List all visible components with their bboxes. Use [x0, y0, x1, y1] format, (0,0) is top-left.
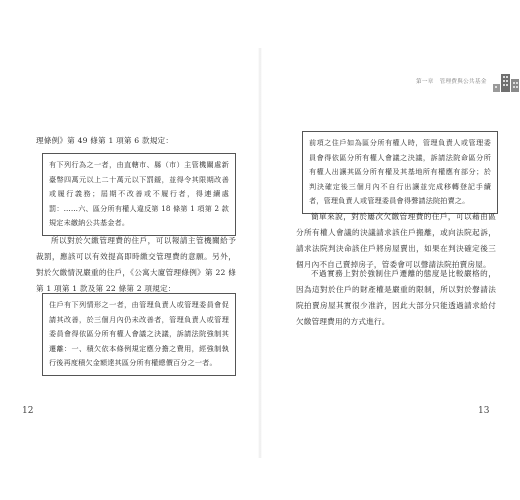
law-quote-box-1 [42, 153, 236, 236]
law-quote-box-3 [302, 131, 498, 214]
chapter-title: 第一章 管理費與公共基金 [416, 79, 487, 85]
page-number-right: 13 [478, 406, 490, 416]
left-intro-text: 理條例》第 49 條第 1 項第 6 款規定： [36, 136, 174, 145]
law-quote-1-text: 有下列行為之一者，由直轄市、縣（市）主管機關處新臺幣四萬元以上二十萬元以下罰鍰，並得令其限期改善或履行義務；屆期不改善或不履行者，得連續處罰：……六、區分所有權人違反第 18 條第 1 項第 2 款規定未繳納公共基金者。 [49, 160, 229, 227]
right-body-paragraph-2: 不過實務上對於強制住戶遷離的態度是比較嚴格的，因為這對於住戶的財產權是嚴重的限制，所以對於聲請法院拍賣房屋其實很少准許，因此大部分只能透過請求給付欠繳管理費用的方式進行。 [296, 269, 496, 326]
right-body-paragraph-1: 簡單來說，對於屢次欠繳管理費的住戶，可以藉由區分所有權人會議的決議請求該住戶搬離，或向法院起訴，請求法院判決命該住戶將房屋賣出，如果在判決確定後三個月內不自己賣掉房子，管委會可以聲請法院拍賣房屋。 [296, 212, 496, 269]
right-page [260, 0, 520, 500]
running-header [416, 70, 520, 92]
building-icon [491, 70, 520, 92]
law-quote-box-2 [42, 293, 236, 376]
page-number-left: 12 [22, 406, 34, 416]
law-quote-2-text: 住戶有下列情形之一者，由管理負責人或管理委員會促請其改善，於三個月內仍未改善者，管理負責人或管理委員會得依區分所有權人會議之決議，訴請法院強制其遷離：一、積欠依本條例規定應分擔之費用，經強制執行後再度積欠金額達其區分所有權總價百分之一者。 [49, 300, 229, 367]
left-body-paragraph: 所以對於欠繳管理費的住戶，可以報請主管機關給予裁罰，應該可以有效提高即時繳交管理費的意願。另外，對於欠繳情況嚴重的住戶，《公寓大廈管理條例》第 22 條第 1 項第 1 款及第 22 條第 2 項規定： [36, 236, 236, 293]
law-quote-3-text: 前項之住戶如為區分所有權人時，管理負責人或管理委員會得依區分所有權人會議之決議，訴請法院命區分所有權人出讓其區分所有權及其基地所有權應有部分；於判決確定後三個月內不自行出讓並完成移轉登記手續者，管理負責人或管理委員會得聲請法院拍賣之。 [309, 138, 491, 205]
